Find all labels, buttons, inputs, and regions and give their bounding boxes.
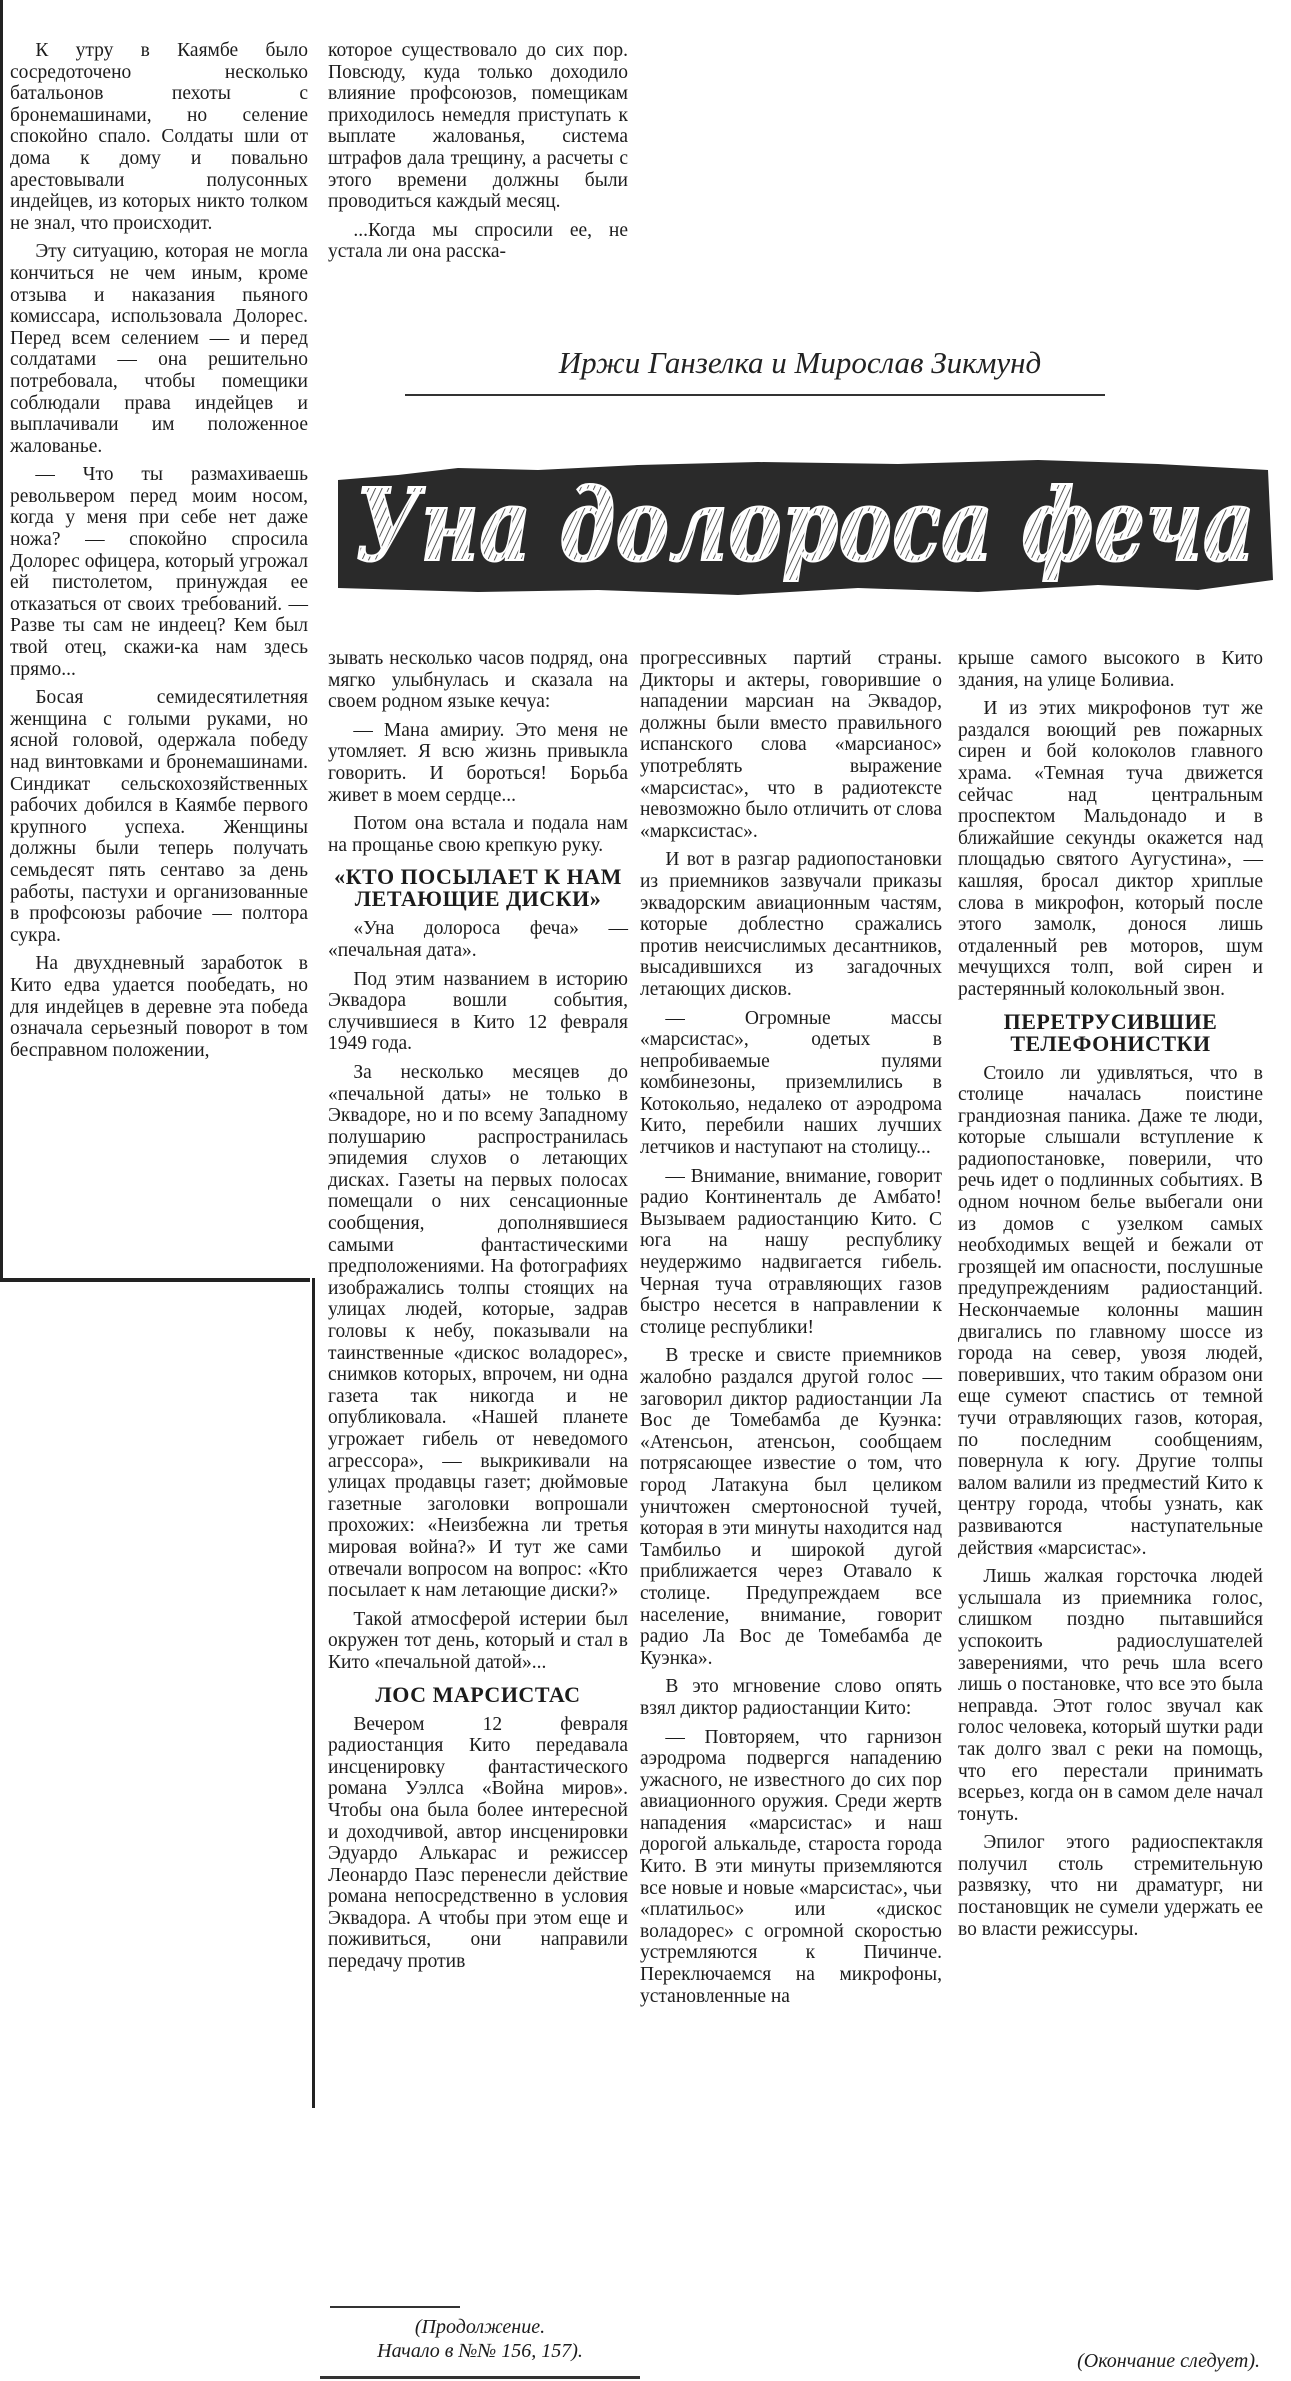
to-be-continued-note: (Окончание следует). [1077, 2350, 1260, 2372]
paragraph: В это мгновение слово опять взял диктор радиостанции Кито: [640, 1676, 942, 1719]
paragraph: И вот в разгар радиопостановки из приемников зазвучали приказы эквадорским авиационным частям, которые доблестно сражались против неисчислимых десантников, высадившихся из загадочных летающих дисков. [640, 849, 942, 1000]
paragraph: которое существовало до сих пор. Повсюду, куда только доходило влияние профсоюзов, помещикам приходилось немедля приступать к выплате жалованья, система штрафов дала трещину, а расчеты с этого времени должны были проводиться каждый месяц. [328, 40, 628, 213]
paragraph: — Огромные массы «марсистас», одетых в непробиваемые пулями комбинезоны, приземлились в Котокольяо, недалеко от аэродрома Кито, перебили наших лучших летчиков и наступают на столицу... [640, 1007, 942, 1159]
title-banner [338, 440, 1273, 605]
paragraph: — Внимание, внимание, говорит радио Континенталь де Амбато! Вызываем радиостанцию Кито. С юга на нашу республику неудержимо надвигается гибель. Черная туча отравляющих газов быстро несется в направлении к столице республики! [640, 1165, 942, 1338]
paragraph: К утру в Каямбе было сосредоточено несколько батальонов пехоты с бронемашинами, но селение спокойно спало. Солдаты шли от дома к дому и повально арестовывали полусонных индейцев, из которых никто толком не знал, что происходит. [10, 40, 308, 234]
byline-authors: Иржи Ганзелка и Мирослав Зикмунд [558, 345, 1042, 380]
paragraph: — Что ты размахиваешь револьвером перед моим носом, когда у меня при себе нет даже ножа? — спокойно спросила Долорес офицера, который угрожал ей пистолетом, принуждая ее отказаться от своих требований. — Разве ты сам не индеец? Кем был твой отец, скажи-ка нам здесь прямо... [10, 464, 308, 680]
continuation-note [330, 2315, 630, 2363]
paragraph: — Повторяем, что гарнизон аэродрома подвергся нападению ужасного, не известного до сих пор авиационного оружия. Среди жертв нападения «марсистас» и наш дорогой алькальде, староста города Кито. В эти минуты приземляются все новые и новые «марсистас», чьи «платильос» или «дискос воладорес» с огромной скоростью устремляются к Пичинче. Переключаемся на микрофоны, установленные на [640, 1726, 942, 2007]
column-4 [958, 648, 1263, 1947]
paragraph: Под этим названием в историю Эквадора вошли события, случившиеся в Кито 12 февраля 1949 года. [328, 968, 628, 1055]
section-heading: ЛОС МАРСИСТАС [375, 1681, 581, 1707]
paragraph: — Мана амириу. Это меня не утомляет. Я всю жизнь привыкла говорить. И бороться! Борьба живет в моем сердце... [328, 719, 628, 806]
paragraph: Босая семидесятилетняя женщина с голыми руками, но ясной головой, одержала победу над винтовками и бронемашинами. Синдикат сельскохозяйственных рабочих добился в Каямбе первого крупного успеха. Женщины должны были теперь получать семьдесят пять сентаво за день работы, пастухи и организованные в профсоюзы рабочие — полтора сукра. [10, 687, 308, 946]
column-1 [10, 40, 308, 1068]
paragraph: ...Когда мы спросили ее, не устала ли она расска- [328, 219, 628, 263]
paragraph: За несколько месяцев до «печальной даты» не только в Эквадоре, но и по всему Западному полушарию распространилась эпидемия слухов о летающих дисках. Газеты на первых полосах помещали о них сенсационные сообщения, дополнявшиеся самыми фантастическими предположениями. На фотографиях изображались толпы стоящих на улицах людей, которые, задрав головы к небу, показывали на таинственные «дискос воладорес», снимков которых, впрочем, ни одна газета так никогда и не опубликовала. «Нашей планете угрожает гибель от неведомого агрессора», — выкрикивали на улицах продавцы газет; дюймовые газетные заголовки вопрошали прохожих: «Неизбежна ли третья мировая война?» И тут же сами отвечали вопросом на вопрос: «Кто посылает к нам летающие диски?» [328, 1061, 628, 1602]
paragraph: Потом она встала и подала нам на прощанье свою крепкую руку. [328, 813, 628, 856]
continuation-line-2: Начало в №№ 156, 157). [377, 2340, 583, 2362]
continuation-line-1: (Продолжение. [414, 2316, 546, 2338]
paragraph: Вечером 12 февраля радиостанция Кито передавала инсценировку фантастического романа Уэллса «Война миров». Чтобы она была более интересной и доходчивой, автор инсценировки Эдуардо Алькарас и режиссер Леонардо Паэс перенесли действие романа непосредственно в условия Эквадора. А чтобы при этом еще и поживиться, они направили передачу против [328, 1713, 628, 1973]
section-heading: «КТО ПОСЫЛАЕТ К НАМ ЛЕТАЮЩИЕ ДИСКИ» [334, 864, 622, 912]
column-2-top [328, 40, 628, 270]
paragraph: На двухдневный заработок в Кито едва удается пообедать, но для индейцев в деревне эта победа означала серьезный поворот в том бесправном положении, [10, 953, 308, 1061]
paragraph: Лишь жалкая горсточка людей услышала из приемника голос, слишком поздно пытавшийся успокоить радиослушателей заверениями, что речь шла всего лишь о постановке, что все это была неправда. Этот голос звучал как голос человека, который шутки ради так долго звал с реки на помощь, что его перестали принимать всерьез, когда он в самом деле начал тонуть. [958, 1566, 1263, 1825]
paragraph: Эту ситуацию, которая не могла кончиться не чем иным, кроме отзыва и наказания пьяного комиссара, использовала Долорес. Перед всем селением — и перед солдатами — она решительно потребовала, чтобы помещики соблюдали права индейцев и выплачивали им положенное жалованье. [10, 241, 308, 457]
section-heading: ПЕРЕТРУСИВШИЕ ТЕЛЕФОНИСТКИ [1003, 1008, 1218, 1056]
column-3 [640, 648, 942, 2014]
paragraph: Такой атмосферой истерии был окружен тот день, который и стал в Кито «печальной датой»... [328, 1608, 628, 1673]
column-divider-rule [312, 1278, 315, 2108]
paragraph: Эпилог этого радиоспектакля получил столь стремительную развязку, что ни драматург, ни постановщик не сумели удержать ее во власти режиссуры. [958, 1832, 1263, 1940]
banner-title-text: Уна долороса феча [355, 466, 1255, 584]
bottom-rule [320, 2376, 640, 2379]
paragraph: В треске и свисте приемников жалобно раздался другой голос — заговорил диктор радиостанции Ла Вос де Томебамба де Куэнка: «Атенсьон, атенсьон, сообщаем потрясающее известие о том, что город Латакуна был целиком уничтожен смертоносной тучей, которая в эти минуты находится над Тамбильо и широкой дугой приближается через Отавало к столице. Предупреждаем все население, внимание, говорит радио Ла Вос де Томебамба де Куэнка». [640, 1345, 942, 1669]
paragraph: прогрессивных партий страны. Дикторы и актеры, говорившие о нападении марсиан на Эквадор, должны были вместо правильного испанского слова «марсианос» употреблять выражение «марсистас», что в радиотексте невозможно было отличить от слова «марксистас». [640, 648, 942, 842]
column-end-rule [0, 1278, 310, 1282]
paragraph: Стоило ли удивляться, что в столице началась поистине грандиозная паника. Даже те люди, которые слышали вступление к радиопостановке, поверили, что речь идет о подлинных событиях. В одном ночном белье выбегали они из домов с узелком самых необходимых вещей и бежали от грозящей им опасности, послушные предупреждениям радиостанций. Нескончаемые колонны машин двигались по главному шоссе из города на север, увозя людей, поверивших, что таким образом они еще сумеют спастись от темной тучи отравляющих газов, которая, по последним сообщениям, повернула к югу. Другие толпы валом валили из предместий Кито к центру города, чтобы узнать, как развиваются наступательные действия «марсистас». [958, 1062, 1263, 1559]
paragraph: И из этих микрофонов тут же раздался воющий рев пожарных сирен и бой колоколов главного храма. «Темная туча движется сейчас над центральным проспектом Мальдонадо и в ближайшие секунды окажется над площадью святого Аугустина», — кашляя, бросал диктор хриплые слова в микрофон, который после этого замолк, донося лишь отдаленный рев моторов, шум мечущихся толп, вой сирен и растерянный колокольный звон. [958, 698, 1263, 1000]
left-border-rule [0, 0, 3, 1282]
column-2 [328, 648, 628, 1980]
footnote-rule [330, 2306, 460, 2308]
banner-graphic [338, 440, 1273, 605]
paragraph: «Уна долороса феча» — «печальная дата». [328, 918, 628, 961]
paragraph: крыше самого высокого в Кито здания, на улице Боливиа. [958, 648, 1263, 691]
byline-rule [405, 394, 1105, 396]
paragraph: зывать несколько часов подряд, она мягко улыбнулась и сказала на своем родном языке кечуа: [328, 648, 628, 713]
